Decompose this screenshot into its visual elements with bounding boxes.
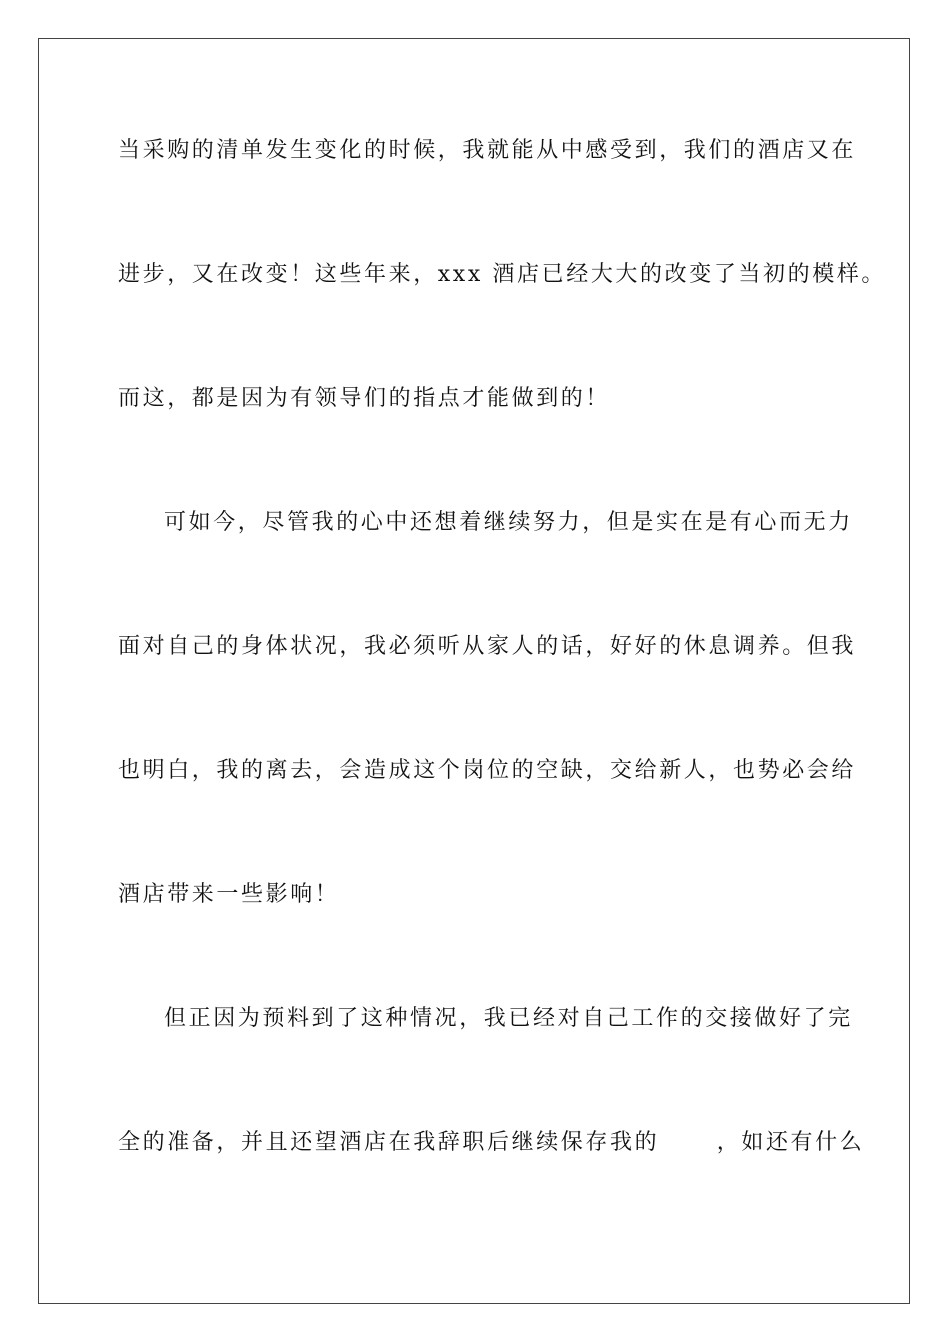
text-line-6: 也明白，我的离去，会造成这个岗位的空缺，交给新人，也势必会给 [118, 758, 857, 783]
text-line-9: 全的准备，并且还望酒店在我辞职后继续保存我的 ，如还有什么 [118, 1130, 865, 1155]
page-frame [38, 38, 910, 1304]
text-line-7: 酒店带来一些影响！ [118, 882, 340, 907]
text-line-8: 但正因为预料到了这种情况，我已经对自己工作的交接做好了完 [164, 1006, 853, 1031]
text-line-3: 而这，都是因为有领导们的指点才能做到的！ [118, 386, 611, 411]
text-line-2: 进步，又在改变！这些年来，xxx 酒店已经大大的改变了当初的模样。 [118, 262, 887, 287]
text-line-4: 可如今，尽管我的心中还想着继续努力，但是实在是有心而无力 [164, 510, 853, 535]
text-line-1: 当采购的清单发生变化的时候，我就能从中感受到，我们的酒店又在 [118, 138, 857, 163]
text-line-5: 面对自己的身体状况，我必须听从家人的话，好好的休息调养。但我 [118, 634, 857, 659]
